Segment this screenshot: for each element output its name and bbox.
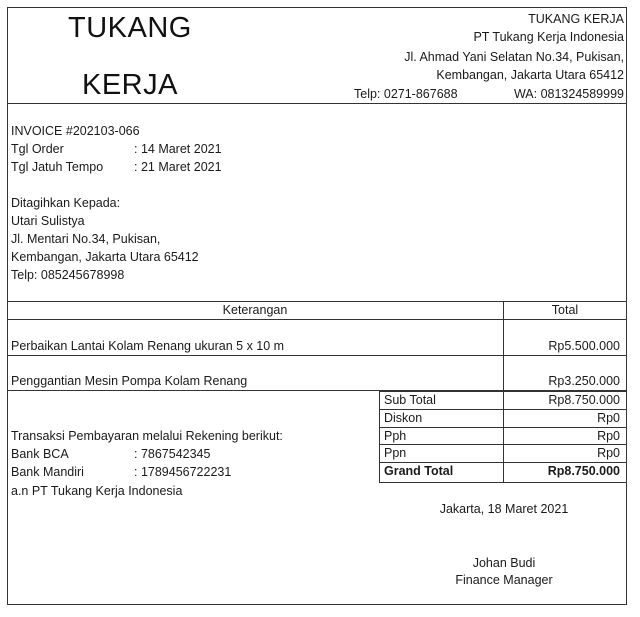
- order-date-value: : 14 Maret 2021: [134, 142, 222, 156]
- company-phone: Telp: 0271-867688: [354, 87, 458, 101]
- summary-row-subtotal: [380, 392, 626, 410]
- bill-to-phone: Telp: 085245678998: [11, 268, 125, 282]
- column-header-description: Keterangan: [222, 303, 288, 317]
- order-date-label: Tgl Order: [11, 142, 64, 156]
- table-column-divider: [503, 301, 504, 391]
- company-address-line-2: Kembangan, Jakarta Utara 65412: [436, 68, 624, 82]
- summary-value: Rp0: [597, 446, 620, 461]
- bank-account: : 1789456722231: [134, 465, 232, 479]
- bill-to-address-line-2: Kembangan, Jakarta Utara 65412: [11, 250, 199, 264]
- summary-label: Pph: [380, 428, 504, 445]
- payment-heading: Transaksi Pembayaran melalui Rekening berikut:: [11, 429, 283, 443]
- company-address-line-1: Jl. Ahmad Yani Selatan No.34, Pukisan,: [404, 50, 624, 64]
- item-description: Penggantian Mesin Pompa Kolam Renang: [11, 374, 248, 388]
- table-header-divider: [7, 319, 627, 320]
- summary-row-pph: [380, 428, 626, 446]
- summary-value: Rp0: [597, 410, 620, 425]
- invoice-number: INVOICE #202103-066: [11, 124, 140, 138]
- bank-name: Bank Mandiri: [11, 465, 84, 479]
- header-divider: [7, 103, 627, 104]
- bill-to-address-line-1: Jl. Mentari No.34, Pukisan,: [11, 232, 161, 246]
- summary-value: Rp8.750.000: [547, 464, 620, 479]
- logo-line-2: KERJA: [82, 69, 178, 101]
- summary-label: Ppn: [380, 445, 504, 462]
- signature-place-date: Jakarta, 18 Maret 2021: [439, 502, 569, 516]
- summary-label: Grand Total: [380, 463, 504, 482]
- signatory-title: Finance Manager: [455, 573, 553, 587]
- due-date-value: : 21 Maret 2021: [134, 160, 222, 174]
- bill-to-heading: Ditagihkan Kepada:: [11, 196, 121, 210]
- summary-table: [379, 391, 627, 483]
- company-short-name: TUKANG KERJA: [528, 12, 624, 26]
- item-total: Rp3.250.000: [548, 374, 620, 388]
- due-date-label: Tgl Jatuh Tempo: [11, 160, 104, 174]
- column-header-total: Total: [551, 303, 579, 317]
- summary-row-grand-total: [380, 463, 626, 482]
- summary-value: Rp0: [597, 428, 620, 443]
- bank-account: : 7867542345: [134, 447, 211, 461]
- bill-to-name: Utari Sulistya: [11, 214, 85, 228]
- company-name: PT Tukang Kerja Indonesia: [473, 30, 624, 44]
- summary-value: Rp8.750.000: [548, 393, 620, 407]
- item-description: Perbaikan Lantai Kolam Renang ukuran 5 x 10 m: [11, 339, 285, 353]
- summary-row-discount: [380, 410, 626, 428]
- account-holder: a.n PT Tukang Kerja Indonesia: [11, 484, 183, 498]
- company-whatsapp: WA: 081324589999: [513, 87, 624, 101]
- summary-row-ppn: [380, 445, 626, 463]
- signatory-name: Johan Budi: [472, 556, 536, 570]
- bank-name: Bank BCA: [11, 447, 69, 461]
- summary-label: Diskon: [380, 410, 504, 427]
- table-top-border: [7, 301, 627, 302]
- row-divider: [7, 355, 627, 356]
- logo-line-1: TUKANG: [68, 12, 192, 44]
- item-total: Rp5.500.000: [548, 339, 620, 353]
- summary-label: Sub Total: [380, 392, 504, 409]
